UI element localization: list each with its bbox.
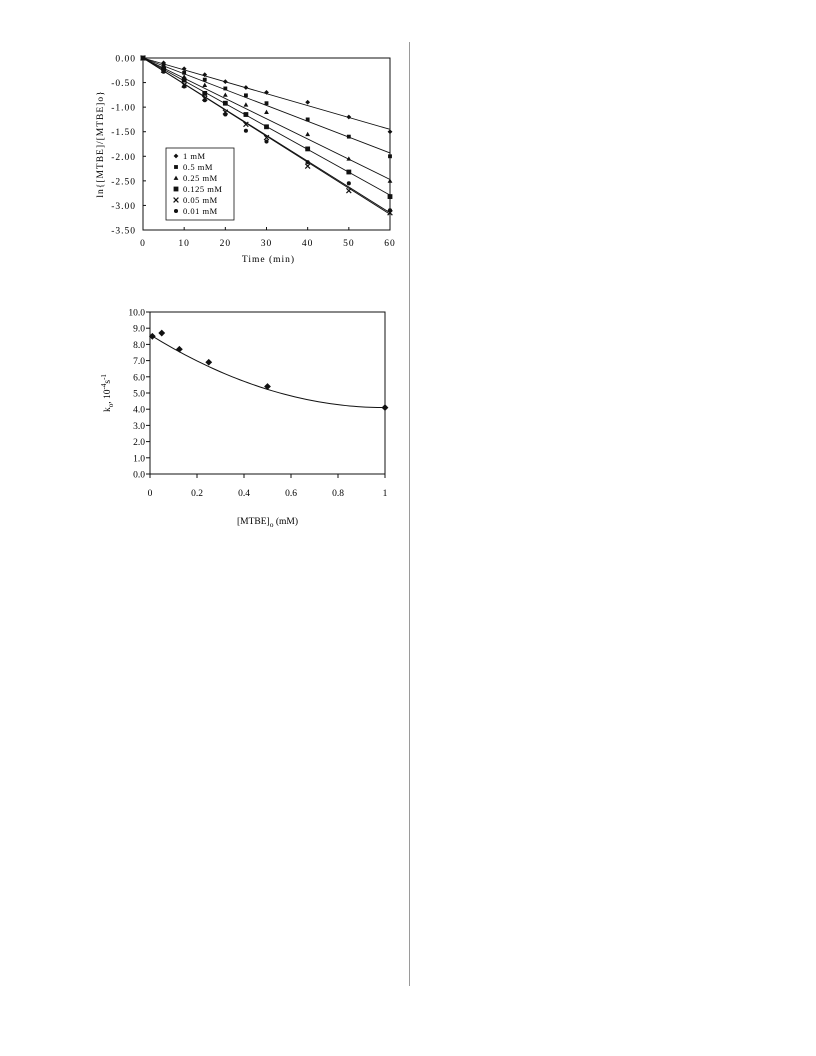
x-tick-label: 0.2 [191, 489, 203, 499]
y-tick-label: 1.0 [133, 454, 145, 465]
y-tick-label: 6.0 [133, 373, 145, 384]
y-tick-label: 0.0 [133, 470, 145, 481]
x-tick-label: 0 [147, 489, 153, 499]
y-tick-label: 8.0 [133, 340, 145, 351]
legend-label: 0.125 mM [183, 184, 223, 194]
x-axis-label: Time (min) [241, 255, 296, 265]
data-point [158, 330, 165, 337]
legend-label: 0.5 mM [183, 162, 213, 172]
x-tick-label: 0.8 [332, 489, 344, 499]
y-tick-label: 9.0 [133, 324, 145, 335]
x-tick-label: 20 [219, 239, 232, 249]
y-tick-label: -2.00 [111, 152, 136, 163]
x-axis-label: $[MTBE]_o$ (mM) [236, 517, 299, 529]
y-tick-label: -1.00 [111, 103, 136, 114]
y-tick-label: 10.0 [128, 308, 145, 319]
y-axis-label: ln{[MTBE]/[MTBE]o} [96, 90, 106, 198]
y-tick-label: -0.50 [111, 79, 136, 90]
y-tick-label: -3.50 [111, 226, 136, 237]
y-tick-label: -1.50 [111, 128, 136, 139]
y-tick-label: 5.0 [133, 389, 145, 400]
x-tick-label: 60 [384, 239, 396, 249]
legend-label: 1 mM [183, 151, 206, 161]
x-tick-label: 1 [382, 489, 388, 499]
x-tick-label: 50 [343, 239, 355, 249]
y-tick-label: 4.0 [133, 405, 145, 416]
y-tick-label: -3.00 [111, 201, 136, 212]
x-tick-label: 40 [301, 239, 314, 249]
x-tick-label: 0.6 [285, 489, 297, 499]
fit-curve [150, 335, 385, 408]
data-point [205, 359, 212, 366]
y-tick-label: -2.50 [111, 177, 136, 188]
plot-frame-2 [150, 312, 385, 474]
y-tick-label: 3.0 [133, 421, 145, 432]
x-tick-label: 0.4 [238, 489, 250, 499]
y-axis-label: $k_o$, $10^{-4}s^{-1}$ [100, 374, 115, 412]
legend-label: 0.05 mM [183, 195, 218, 205]
legend-label: 0.25 mM [183, 173, 218, 183]
legend-label: 0.01 mM [183, 206, 218, 216]
x-tick-label: 30 [260, 239, 273, 249]
data-point [382, 404, 389, 411]
data-point [176, 346, 183, 353]
x-tick-label: 10 [178, 239, 190, 249]
x-tick-label: 0 [140, 239, 146, 249]
y-tick-label: 2.0 [133, 438, 145, 449]
y-tick-label: 0.00 [115, 54, 136, 65]
y-tick-label: 7.0 [133, 357, 145, 368]
